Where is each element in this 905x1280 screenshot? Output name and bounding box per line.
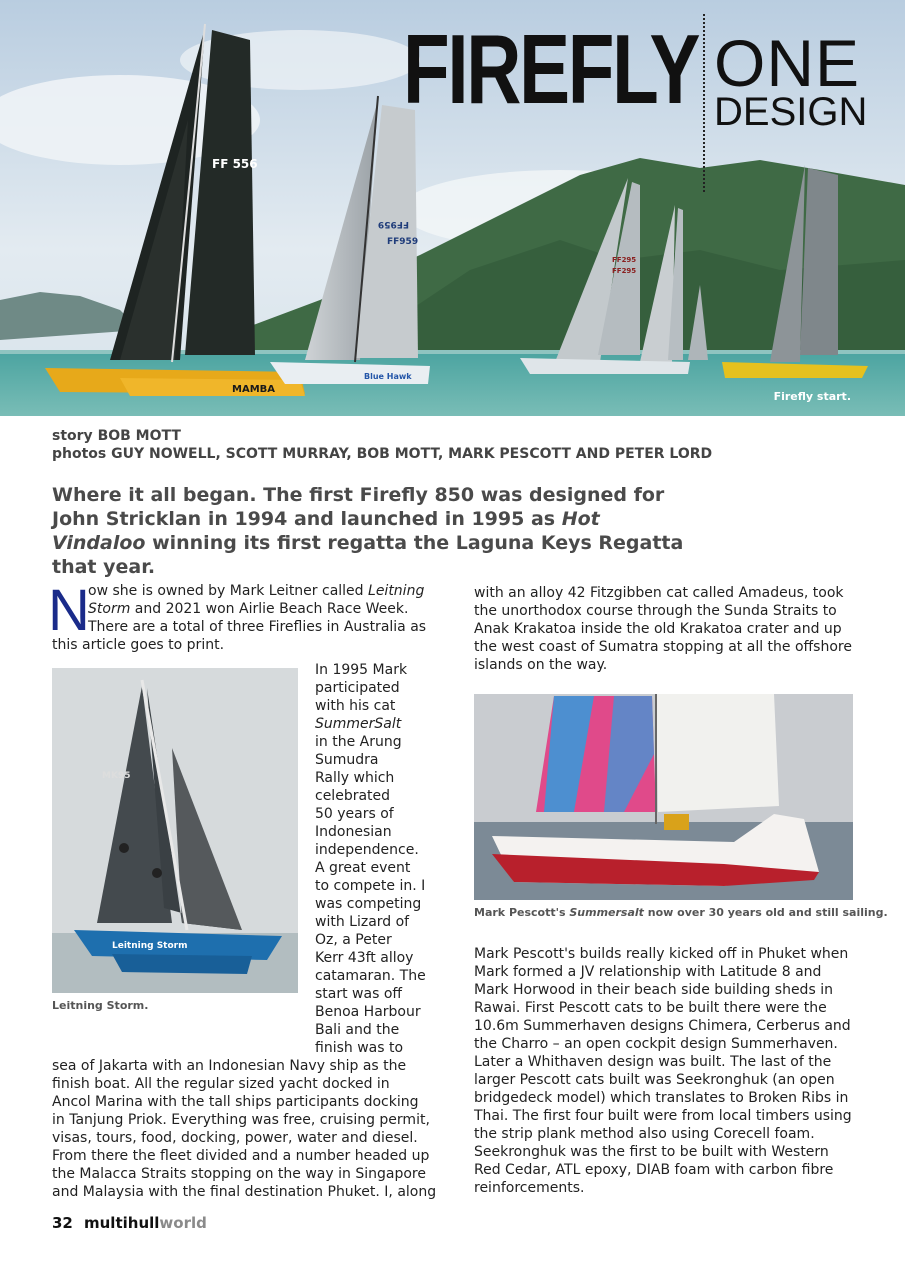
story-label: story xyxy=(52,428,93,444)
c2b-line: Mark Pescott's builds really kicked off in Phuket when xyxy=(474,946,849,962)
c2b-line: the Charro – an open cockpit design Summerhaven. xyxy=(474,1036,838,1052)
para1-text-a: ow she is owned by Mark Leitner called xyxy=(88,583,369,599)
p2w-line: Ancol Marina with the tall ships participants docking xyxy=(52,1094,419,1110)
leitning-sail-number: MK95 xyxy=(102,771,131,781)
hero-sail-number-2: FF959 xyxy=(377,219,409,229)
story-credit xyxy=(52,428,181,444)
p2-line: Benoa Harbour xyxy=(315,1004,421,1020)
photos-label: photos xyxy=(52,446,107,462)
page-number: 32 xyxy=(52,1214,73,1232)
p2-line: In 1995 Mark xyxy=(315,662,408,678)
column2-top-text xyxy=(474,584,869,674)
p2-line: Sumudra xyxy=(315,752,379,768)
p2-line: was competing xyxy=(315,896,422,912)
story-author: BOB MOTT xyxy=(97,428,181,444)
c2t-line: Anak Krakatoa inside the old Krakatoa crater and up xyxy=(474,621,842,637)
paragraph-2-narrow xyxy=(315,661,435,1057)
c2b-line: Seekronghuk was the first to be built with Western xyxy=(474,1144,829,1160)
p2-line: to compete in. I xyxy=(315,878,426,894)
standfirst-boat-name: Hot Vindaloo xyxy=(52,508,600,554)
summersalt-illustration xyxy=(474,694,853,900)
hero-hull-name-2: Blue Hawk xyxy=(364,372,412,381)
p2-line: finish was to xyxy=(315,1040,404,1056)
c2b-line: reinforcements. xyxy=(474,1180,585,1196)
standfirst xyxy=(52,483,692,579)
p2-line: Indonesian xyxy=(315,824,392,840)
hero-sail-number-5: FF295 xyxy=(612,267,637,275)
magazine-name-b: world xyxy=(159,1214,207,1232)
headline-design: DESIGN xyxy=(714,90,868,134)
p2w-line: finish boat. All the regular sized yacht docked in xyxy=(52,1076,390,1092)
magazine-name-a: multihull xyxy=(84,1214,160,1232)
p2-line: catamaran. The xyxy=(315,968,426,984)
p2-line: in the Arung xyxy=(315,734,402,750)
p2-line: 50 years of xyxy=(315,806,394,822)
c2b-line: Mark Horwood in their beach side building sheds in xyxy=(474,982,833,998)
p2-line: participated xyxy=(315,680,400,696)
leitning-storm-illustration xyxy=(52,668,298,993)
c2b-line: Thai. The first four built were from local timbers using xyxy=(474,1108,852,1124)
p2w-line: sea of Jakarta with an Indonesian Navy ship as the xyxy=(52,1058,407,1074)
title-divider xyxy=(703,14,705,192)
leitning-hull-name: Leitning Storm xyxy=(112,941,188,951)
p2-line: with his cat xyxy=(315,698,396,714)
c2b-line: the strip plank method also using Corecell foam. xyxy=(474,1126,815,1142)
column2-bottom-text xyxy=(474,945,869,1197)
p2w-line: From there the fleet divided and a number headed up xyxy=(52,1148,430,1164)
c2b-line: Rawai. First Pescott cats to be built there were the xyxy=(474,1000,827,1016)
c2b-line: Mark formed a JV relationship with Latitude 8 and xyxy=(474,964,822,980)
c2t-line: the west coast of Sumatra stopping at all the offshore xyxy=(474,639,852,655)
c2b-line: Red Cedar, ATL epoxy, DIAB foam with carbon fibre xyxy=(474,1162,834,1178)
p2-line: SummerSalt xyxy=(315,716,402,732)
p2-line: independence. xyxy=(315,842,419,858)
c2b-line: larger Pescott cats built was Seekronghuk (an open xyxy=(474,1072,835,1088)
c2b-line: 10.6m Summerhaven designs Chimera, Cerberus and xyxy=(474,1018,851,1034)
p2w-line: in Tanjung Priok. Everything was free, cruising permit, xyxy=(52,1112,430,1128)
paragraph-1 xyxy=(52,582,427,654)
standfirst-text-b: winning its first regatta the Laguna Keys Regatta that year. xyxy=(52,532,684,578)
hero-sail-number-4: FF295 xyxy=(612,256,637,264)
c2t-line: the unorthodox course through the Sunda Straits to xyxy=(474,603,837,619)
c2b-line: Later a Whithaven design was built. The last of the xyxy=(474,1054,832,1070)
standfirst-text-a: Where it all began. The first Firefly 850 was designed for John Stricklan in 1994 and launched in 1995 as xyxy=(52,484,665,530)
para1-text-b: and 2021 won Airlie Beach Race Week. There are a total of three Fireflies in Australia as this article goes to print. xyxy=(52,601,427,653)
p2-line: Bali and the xyxy=(315,1022,400,1038)
c2t-line: islands on the way. xyxy=(474,657,608,673)
p2-line: Rally which xyxy=(315,770,395,786)
drop-cap: N xyxy=(48,578,90,643)
summersalt-photo xyxy=(474,694,853,900)
p2w-line: visas, tours, food, docking, power, water and diesel. xyxy=(52,1130,418,1146)
p2-line: start was off xyxy=(315,986,403,1002)
hero-sail-number-1: FF 556 xyxy=(212,157,258,171)
headline-firefly: FIREFLY xyxy=(403,14,699,124)
p2-line: A great event xyxy=(315,860,411,876)
leitning-storm-caption: Leitning Storm. xyxy=(52,999,149,1012)
photos-authors: GUY NOWELL, SCOTT MURRAY, BOB MOTT, MARK PESCOTT AND PETER LORD xyxy=(111,446,713,462)
photo-credit xyxy=(52,446,712,462)
p2-line: with Lizard of xyxy=(315,914,410,930)
summersalt-caption xyxy=(474,906,888,919)
p2w-line: the Malacca Straits stopping on the way in Singapore xyxy=(52,1166,426,1182)
magazine-name xyxy=(84,1214,207,1232)
summersalt-caption-b: now over 30 years old and still sailing. xyxy=(643,906,888,919)
hero-sail-number-3: FF959 xyxy=(387,237,419,247)
c2b-line: bridgedeck model) which translates to Broken Ribs in xyxy=(474,1090,849,1106)
para1-boat-name: Leitning Storm xyxy=(88,583,425,617)
hero-hull-name-1: MAMBA xyxy=(232,384,276,395)
summersalt-caption-boat: Summersalt xyxy=(569,906,644,919)
headline-one: ONE xyxy=(714,26,861,100)
paragraph-2-wide xyxy=(52,1057,437,1201)
c2t-line: with an alloy 42 Fitzgibben cat called Amadeus, took xyxy=(474,585,844,601)
leitning-storm-photo xyxy=(52,668,298,993)
p2-line: Kerr 43ft alloy xyxy=(315,950,414,966)
p2-line: celebrated xyxy=(315,788,391,804)
p2-line: Oz, a Peter xyxy=(315,932,392,948)
hero-caption: Firefly start. xyxy=(773,390,851,403)
p2w-line: and Malaysia with the final destination Phuket. I, along xyxy=(52,1184,437,1200)
summersalt-caption-a: Mark Pescott's xyxy=(474,906,570,919)
